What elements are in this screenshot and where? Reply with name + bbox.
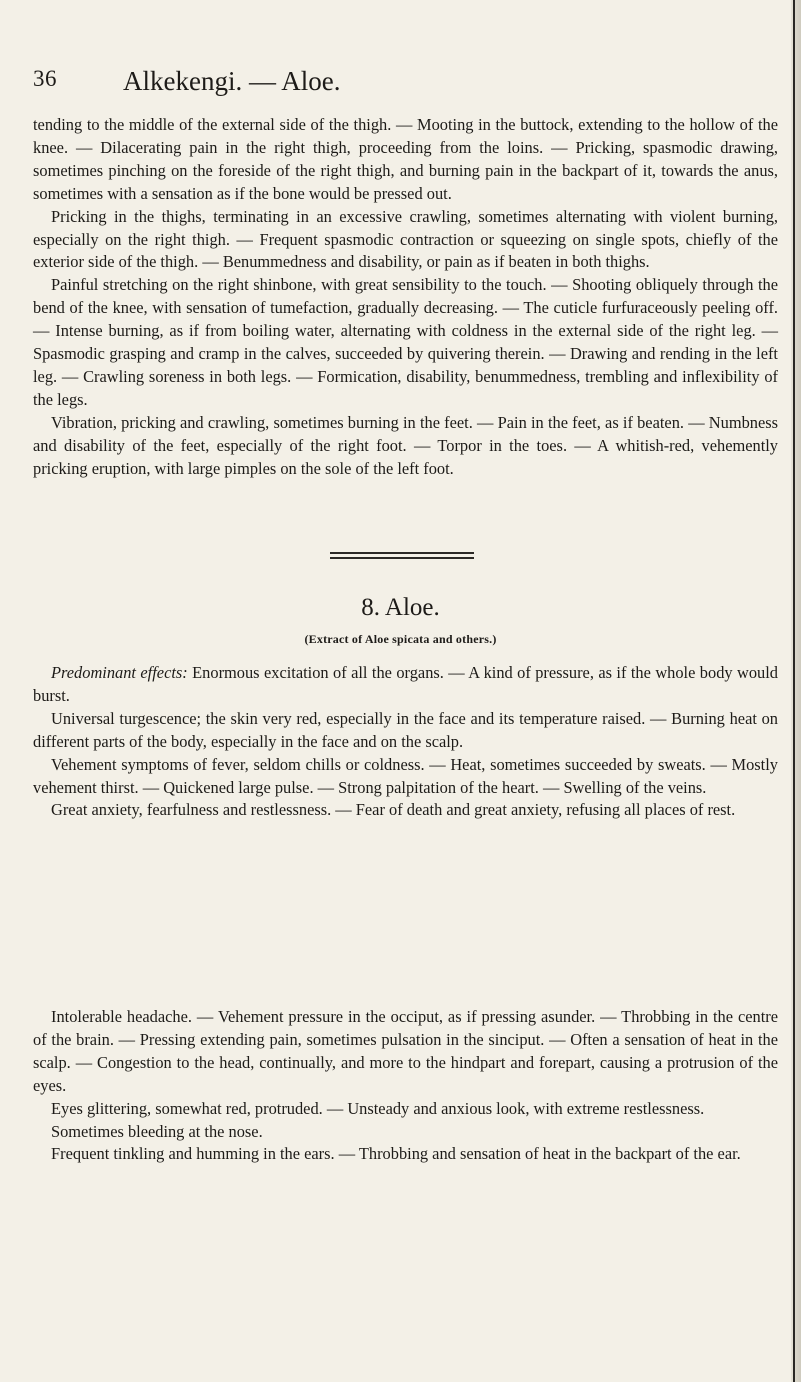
paragraph-eyes: Eyes glittering, somewhat red, protruded. — Unsteady and anxious look, with extreme restlessness. <box>51 1098 705 1118</box>
divider-rule-bottom <box>330 557 474 559</box>
predominant-effects-label: Predominant effects: <box>51 663 188 682</box>
running-head <box>33 66 763 106</box>
section-heading: 8. Aloe. <box>361 594 440 621</box>
section-divider <box>330 552 474 562</box>
paragraph-fever: Vehement symptoms of fever, seldom chills or coldness. — Heat, sometimes succeeded by sweats. — Mostly vehement thirst. — Quickened large pulse. — Strong palpitation of the heart. — Swelling of the veins. <box>33 754 778 797</box>
aloe-head-text <box>33 1006 778 1166</box>
page-edge-line <box>793 0 795 1382</box>
paragraph-thigh-continued: tending to the middle of the external side of the thigh. — Mooting in the buttock, extending to the hollow of the knee. — Dilacerating pain in the right thigh, proceeding from the loins. — Pricking, spasmodic drawing, sometimes pinching on the foreside of the right thigh, and burning pain in the backpart of it, towards the anus, sometimes with a sensation as if the bone would be pressed out. <box>33 115 778 203</box>
predominant-effects-text: Enormous excitation of all the organs. — A kind of pressure, as if the whole body would burst. <box>33 663 778 705</box>
paragraph-ears: Frequent tinkling and humming in the ears. — Throbbing and sensation of heat in the backpart of the ear. <box>51 1144 741 1164</box>
section-subheading: (Extract of Aloe spicata and others.) <box>304 632 497 646</box>
paragraph-feet: Vibration, pricking and crawling, sometimes burning in the feet. — Pain in the feet, as if beaten. — Numbness and disability of the feet, especially of the right foot. — Torpor in the toes. — A whitish-red, vehemently pricking eruption, with large pimples on the sole of the left foot. <box>33 412 778 478</box>
paragraph-legs: Painful stretching on the right shinbone, with great sensibility to the touch. — Shooting obliquely through the bend of the knee, with sensation of tumefaction, gradually decreasing. — The cuticle furfuraceously peeling off. — Intense burning, as if from boiling water, alternating with coldness in the external side of the right leg. — Spasmodic grasping and cramp in the calves, succeeded by quivering therein. — Drawing and rending in the left leg. — Crawling soreness in both legs. — Formication, disability, benummedness, trembling and inflexibility of the legs. <box>33 275 778 409</box>
aloe-general-text <box>33 662 778 822</box>
paragraph-predominant-effects <box>33 662 778 708</box>
previous-section-text <box>33 114 778 481</box>
paragraph-turgescence: Universal turgescence; the skin very red, especially in the face and its temperature raised. — Burning heat on different parts of the body, especially in the face and on the scalp. <box>33 708 778 751</box>
page-number: 36 <box>33 66 57 91</box>
divider-rule-top <box>330 552 474 554</box>
paragraph-nose: Sometimes bleeding at the nose. <box>51 1121 263 1141</box>
paragraph-headache: Intolerable headache. — Vehement pressure in the occiput, as if pressing asunder. — Throbbing in the centre of the brain. — Pressing extending pain, sometimes pulsation in the sinciput. — Often a sensation of heat in the scalp. — Congestion to the head, continually, and more to the hindpart and forepart, causing a protrusion of the eyes. <box>33 1007 778 1095</box>
paragraph-thighs: Pricking in the thighs, terminating in an excessive crawling, sometimes alternating with violent burning, especially on the right thigh. — Frequent spasmodic contraction or squeezing on single spots, chiefly of the exterior side of the thigh. — Benummedness and disability, or pain as if beaten in both thighs. <box>33 206 778 272</box>
running-title: Alkekengi. — Aloe. <box>123 66 341 96</box>
paragraph-anxiety: Great anxiety, fearfulness and restlessness. — Fear of death and great anxiety, refusing all places of rest. <box>51 800 736 820</box>
